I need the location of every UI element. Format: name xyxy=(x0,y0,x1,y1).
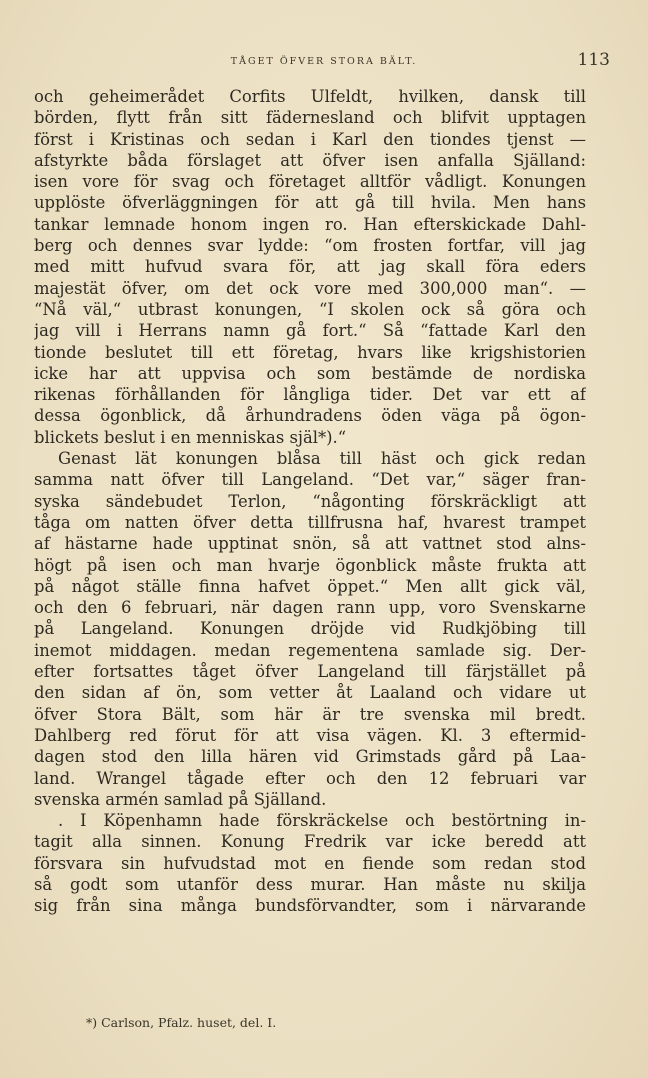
text-line: inemot middagen. medan regementena samlade sig. Der- xyxy=(34,640,586,660)
text-line: Dahlberg red förut för att visa vägen. Kl. 3 eftermid- xyxy=(34,725,586,745)
text-line: så godt som utanför dess murar. Han måste nu skilja xyxy=(34,874,586,894)
text-line: först i Kristinas och sedan i Karl den tiondes tjenst — xyxy=(34,129,586,149)
text-line: börden, flytt från sitt fädernesland och blifvit upptagen xyxy=(34,108,586,128)
text-line: Genast lät konungen blåsa till häst och gick redan xyxy=(58,449,586,469)
text-line: samma natt öfver till Langeland. “Det var,“ säger fran- xyxy=(34,470,586,490)
text-line: tionde beslutet till ett företag, hvars like krigshistorien xyxy=(34,342,586,362)
page-number: 113 xyxy=(577,50,610,70)
text-line: berg och dennes svar lydde: “om frosten fortfar, vill jag xyxy=(34,236,586,256)
text-line: upplöste öfverläggningen för att gå till hvila. Men hans xyxy=(34,193,586,213)
text-line: isen vore för svag och företaget alltför vådligt. Konungen xyxy=(34,172,586,192)
text-line: sig från sina många bundsförvandter, som i närvarande xyxy=(34,896,586,916)
text-line: öfver Stora Bält, som här är tre svenska mil bredt. xyxy=(34,704,586,724)
text-line: af hästarne hade upptinat snön, så att vattnet stod alns- xyxy=(34,534,586,554)
text-line: dessa ögonblick, då århundradens öden väga på ögon- xyxy=(34,406,586,426)
text-line: försvara sin hufvudstad mot en fiende som redan stod xyxy=(34,853,586,873)
text-line: dagen stod den lilla hären vid Grimstads gård på Laa- xyxy=(34,747,586,767)
text-line: och geheimerådet Corfits Ulfeldt, hvilken, dansk till xyxy=(34,87,586,106)
running-head xyxy=(34,50,614,74)
running-head-title: TÅGET ÖFVER STORA BÄLT. xyxy=(230,56,418,67)
text-line: tåga om natten öfver detta tillfrusna haf, hvarest trampet xyxy=(34,512,586,532)
text-line: icke har att uppvisa och som bestämde de nordiska xyxy=(34,363,586,383)
body-text xyxy=(34,86,586,917)
text-line: majestät öfver, om det ock vore med 300,000 man“. — xyxy=(34,278,586,298)
text-line: “Nå väl,“ utbrast konungen, “I skolen ock så göra och xyxy=(34,299,586,319)
text-line: . I Köpenhamn hade förskräckelse och bestörtning in- xyxy=(58,811,586,831)
text-line: blickets beslut i en menniskas själ*).“ xyxy=(34,427,347,447)
text-line: med mitt hufvud svara för, att jag skall föra eders xyxy=(34,257,586,277)
text-line: tagit alla sinnen. Konung Fredrik var icke beredd att xyxy=(34,832,586,852)
text-line: syska sändebudet Terlon, “någonting förskräckligt att xyxy=(34,491,586,511)
text-line: svenska armén samlad på Själland. xyxy=(34,789,327,809)
text-line: afstyrkte båda förslaget att öfver isen anfalla Själland: xyxy=(34,150,586,170)
text-line: på Langeland. Konungen dröjde vid Rudkjöbing till xyxy=(34,619,586,639)
text-line: på något ställe finna hafvet öppet.“ Men allt gick väl, xyxy=(34,576,586,596)
text-line: den sidan af ön, som vetter åt Laaland och vidare ut xyxy=(34,683,586,703)
text-line: och den 6 februari, när dagen rann upp, voro Svenskarne xyxy=(34,598,586,618)
text-line: rikenas förhållanden för långliga tider. Det var ett af xyxy=(34,385,586,405)
text-line: efter fortsattes tåget öfver Langeland till färjstället på xyxy=(34,662,586,682)
footnote: *) Carlson, Pfalz. huset, del. I. xyxy=(86,1015,277,1030)
text-line: land. Wrangel tågade efter och den 12 februari var xyxy=(34,768,586,788)
text-line: jag vill i Herrans namn gå fort.“ Så “fattade Karl den xyxy=(34,321,586,341)
text-line: högt på isen och man hvarje ögonblick måste frukta att xyxy=(34,555,586,575)
text-line: tankar lemnade honom ingen ro. Han efterskickade Dahl- xyxy=(34,214,586,234)
